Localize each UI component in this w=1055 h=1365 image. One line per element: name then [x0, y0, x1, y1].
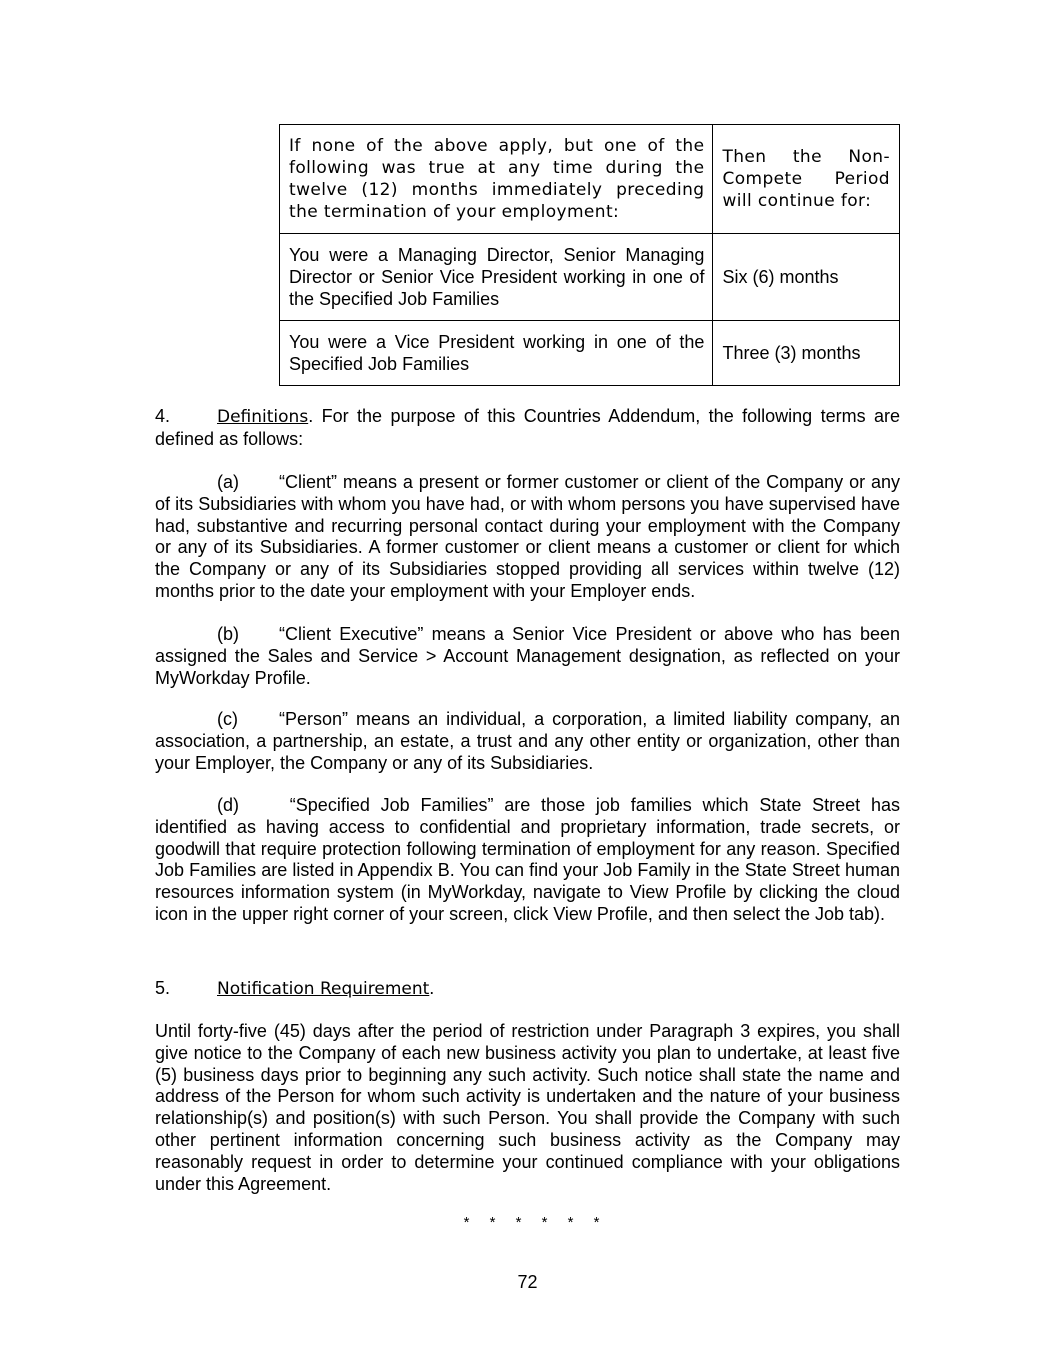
- definition-label: (d): [217, 795, 239, 815]
- section-number: 5.: [155, 978, 171, 998]
- table-cell-period: Three (3) months: [713, 321, 900, 386]
- definition-client: [155, 472, 900, 603]
- section-title: Notification Requirement: [217, 979, 430, 999]
- section-intro: . For the purpose of this Countries Addendum, the following terms are defined as follows:: [155, 406, 900, 449]
- table-header-row: [280, 125, 900, 234]
- section-title: Definitions: [217, 407, 309, 427]
- table-row: [280, 321, 900, 386]
- section-5-body: Until forty-five (45) days after the period of restriction under Paragraph 3 expires, you shall give notice to the Company of each new business activity you plan to undertake, at least five (5) business days prior to beginning any such activity. Such notice shall state the name and address of the Person for whom such activity is undertaken and the nature of your business relationship(s) and position(s) with such Person. You shall provide the Company with such other pertinent information concerning such business activity as the Company may reasonably request in order to determine your continued compliance with your obligations under this Agreement.: [155, 1021, 900, 1194]
- definition-text: “Specified Job Families” are those job families which State Street has identified as having access to confidential and proprietary information, trade secrets, or goodwill that require protection following termination of employment for any reason. Specified Job Families are listed in Appendix B. You can find your Job Family in the State Street human resources information system (in MyWorkday, navigate to View Profile by clicking the cloud icon in the upper right corner of your screen, click View Profile, and then select the Job tab).: [155, 795, 900, 924]
- definition-text: “Client” means a present or former customer or client of the Company or any of its Subsidiaries with whom you have had, or with whom persons you have supervised have had, substantive and recurring personal contact during your employment with the Company or any of its Subsidiaries. A former customer or client means a customer or client for which the Company or any of its Subsidiaries stopped providing all services within twelve (12) months prior to the date your employment with your Employer ends.: [155, 472, 900, 601]
- definition-text: “Person” means an individual, a corporation, a limited liability company, an association, a partnership, an estate, a trust and any other entity or organization, other than your Employer, the Company or any of its Subsidiaries.: [155, 709, 900, 773]
- definition-person: [155, 709, 900, 774]
- table-cell-period: Six (6) months: [713, 234, 900, 321]
- definition-client-executive: [155, 624, 900, 689]
- table-header-period: Then the Non-Compete Period will continue for:: [713, 125, 900, 234]
- table-header-condition: If none of the above apply, but one of the following was true at any time during the twelve (12) months immediately preceding the termination of your employment:: [280, 125, 713, 234]
- section-4-heading-paragraph: [155, 406, 900, 451]
- non-compete-period-table: [279, 124, 900, 386]
- section-title-suffix: .: [429, 978, 435, 998]
- section-number: 4.: [155, 406, 171, 426]
- definition-label: (a): [217, 472, 239, 492]
- section-separator: * * * * * *: [463, 1214, 608, 1231]
- section-5-heading: [155, 978, 900, 1001]
- definition-label: (b): [217, 624, 239, 644]
- table-cell-condition: You were a Vice President working in one of the Specified Job Families: [280, 321, 713, 386]
- definition-specified-job-families: [155, 795, 900, 926]
- definition-text: “Client Executive” means a Senior Vice President or above who has been assigned the Sales and Service > Account Management designation, as reflected on your MyWorkday Profile.: [155, 624, 900, 688]
- definition-label: (c): [217, 709, 238, 729]
- table-cell-condition: You were a Managing Director, Senior Managing Director or Senior Vice President working in one of the Specified Job Families: [280, 234, 713, 321]
- table-row: [280, 234, 900, 321]
- page-number: 72: [517, 1272, 538, 1292]
